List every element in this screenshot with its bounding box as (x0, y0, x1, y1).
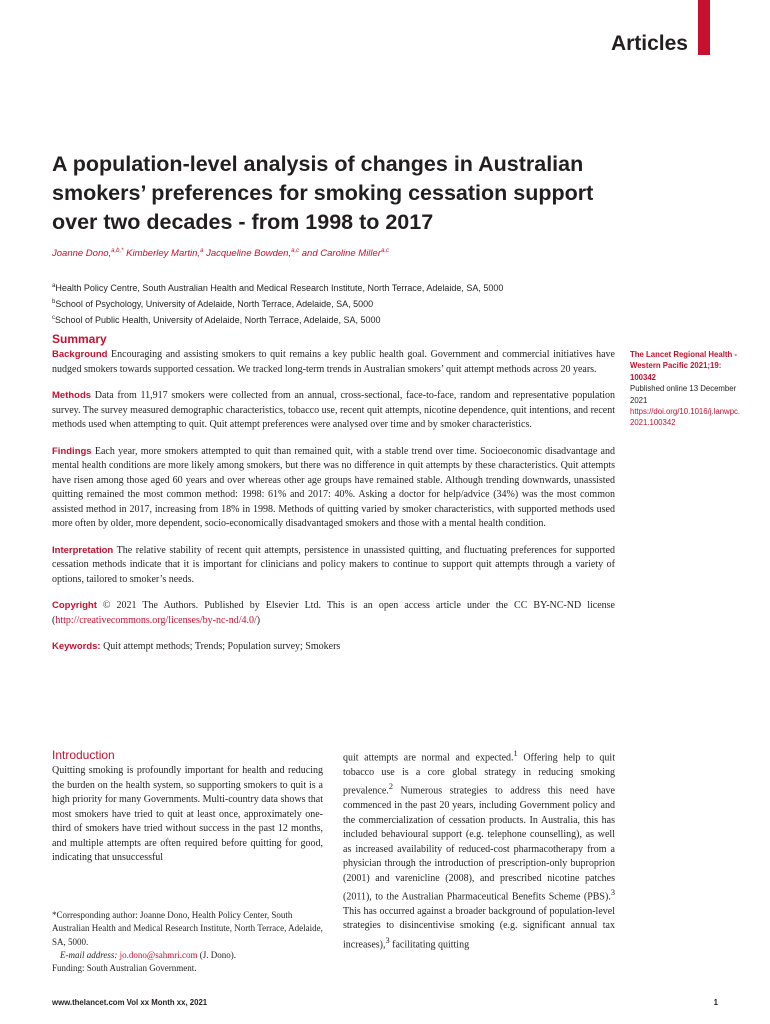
author-name[interactable]: Kimberley Martin, (126, 248, 201, 260)
author-affiliation-mark: a,c (380, 248, 389, 254)
abstract-interpretation (52, 544, 615, 588)
published-date: Published online 13 December 2021 (630, 384, 737, 405)
abstract-findings (52, 445, 615, 532)
abstract-background (52, 348, 615, 377)
accent-bar (698, 0, 710, 55)
citation-ref[interactable]: 1 (513, 749, 518, 758)
license-link[interactable]: http://creativecommons.org/licenses/by-nc-nd/4.0/ (55, 614, 257, 626)
affiliation-mark: b (52, 299, 56, 305)
body-text: Offering help to quit tobacco use is a core global strategy in reducing smoking prevalence. (343, 752, 615, 797)
summary-heading: Summary (52, 332, 107, 346)
citation-ref[interactable]: 2 (388, 782, 393, 792)
author-list (52, 248, 652, 259)
author-name[interactable]: Caroline Miller (320, 248, 381, 260)
citation-ref[interactable]: 3 (385, 935, 390, 945)
copyright-text: © 2021 The Authors. Published by Elsevier Ltd. This is an open access article under the CC BY-NC-ND license ( (52, 600, 615, 626)
email-label: E-mail address: (60, 949, 118, 960)
doi-link[interactable]: https://doi.org/10.1016/j.lanwpc.2021.100342 (630, 407, 741, 428)
methods-text: Data from 11,917 smokers were collected from an annual, cross-sectional, face-to-face, random and representative population survey. The survey measured demographic characteristics, tobacco use, recent quit attempts, nicotine dependence, quit intentions, and recent methods used when attempting to quit. Quit attempt preferences were analysed over time and by smoker characteristics. (52, 390, 615, 430)
background-label: Background (52, 349, 108, 360)
citation-ref[interactable]: 3 (610, 888, 615, 898)
interpretation-text: The relative stability of recent quit attempts, persistence in unassisted quitting, and fluctuating preferences for supported cessation methods indicate that it is important for clinicians and policy makers to continue to support quit attempts through a variety of options, tailored to smoker’s needs. (52, 544, 615, 585)
copyright-label: Copyright (52, 600, 97, 611)
body-text: Numerous strategies to address this need have commenced in the past 20 years, including Government policy and the commercialization of cessation products. In Australia, this has included behavioural support (e.g. telephone counselling), as well as increased availability of reduced-cost pharmacotherapy from a physician through the introduction of prescription-only buproprion (2001) and varenicline (2008), and prescribed nicotine patches (2011), to the Australian Pharmaceutical Benefits Scheme (PBS). (343, 785, 615, 903)
abstract-methods (52, 389, 615, 433)
email-line (52, 949, 324, 962)
abstract-copyright (52, 599, 615, 628)
author-affiliation-mark: a,c (291, 248, 300, 254)
affiliation-mark: c (52, 315, 55, 321)
body-text: This has occurred against a broader background of population-level strategies to disincentivise smoking (e.g. significant annual tax increases), (343, 905, 615, 951)
author-name[interactable]: Jacqueline Bowden, (206, 248, 292, 260)
affiliation-mark: a (52, 283, 56, 289)
keywords-text: Quit attempt methods; Trends; Population survey; Smokers (103, 641, 341, 652)
body-text: facilitating quitting (389, 939, 470, 951)
affiliation (52, 279, 652, 295)
email-suffix: (J. Dono). (199, 949, 236, 960)
intro-paragraph: Quitting smoking is profoundly important for health and reducing the burden on the health system, so supporting smokers to quit is a high priority for many Governments. Multi-country data shows that most smokers have tried to quit at least once, approximately one-third of smokers have tried without success in the past 12 months, and multiple attempts are often required before quitting for good, indicating that unsuccessful (52, 765, 323, 863)
article-title: A population-level analysis of changes in Australian smokers’ preferences for smoking cessation support over two decades - from 1998 to 2017 (52, 152, 594, 234)
introduction-heading: Introduction (52, 748, 115, 762)
copyright-text-end: ) (256, 614, 261, 626)
author-name[interactable]: Joanne Dono, (52, 248, 112, 260)
affiliation-text: School of Psychology, University of Adelaide, North Terrace, Adelaide, SA, 5000 (55, 299, 374, 309)
email-link[interactable]: jo.dono@sahmri.com (119, 949, 198, 960)
body-text: quit attempts are normal and expected. (343, 752, 514, 764)
interpretation-label: Interpretation (52, 544, 114, 556)
footer-journal: www.thelancet.com Vol xx Month xx, 2021 (52, 998, 208, 1007)
body-column-right (343, 747, 615, 953)
funding-note: Funding: South Australian Government. (52, 963, 197, 974)
author-affiliation-mark: a,b,* (111, 248, 124, 254)
abstract (52, 348, 615, 667)
findings-label: Findings (52, 445, 92, 457)
methods-label: Methods (52, 390, 92, 401)
affiliation-list (52, 279, 652, 327)
findings-text: Each year, more smokers attempted to quit than remained quit, with a stable trend over time. Socioeconomic disadvantage and mental health conditions are more likely among smokers, but there was no difference in quit attempts by these characteristics. Quit attempts have risen among those aged 60 years and over whereas other age groups have remained stable. Although trending downwards, unassisted quitting remained the most common method: 1998: 61% and 2017: 40%. Asking a doctor for help/advice (34%) was the most common assisted method in 2017, increasing from 18% in 1998. Methods of quitting varied by smoker characteristics, with supported methods used more often by older, more dependent, socio-economically disadvantaged smokers and those with a mental health condition. (52, 445, 615, 529)
author-affiliation-mark: a (200, 248, 204, 254)
journal-citation: The Lancet Regional Health - Western Pacific 2021;19: 100342 (630, 350, 738, 382)
affiliation (52, 295, 652, 311)
intro-paragraph-continued (343, 747, 615, 953)
page-number: 1 (713, 998, 718, 1007)
affiliation-text: Health Policy Centre, South Australian Health and Medical Research Institute, North Terrace, Adelaide, SA, 5000 (55, 283, 504, 293)
footnote (52, 909, 324, 975)
section-label: Articles (610, 32, 688, 55)
affiliation-text: School of Public Health, University of Adelaide, North Terrace, Adelaide, SA, 5000 (55, 315, 381, 325)
author-separator: and (299, 248, 321, 260)
affiliation (52, 311, 652, 327)
abstract-keywords (52, 640, 615, 655)
keywords-label: Keywords: (52, 641, 101, 652)
citation-sidebar (630, 349, 742, 429)
corresponding-author: *Corresponding author: Joanne Dono, Health Policy Center, South Australian Health and Medical Research Institute, North Terrace, Adelaide, SA, 5000. (52, 910, 323, 947)
body-column-left (52, 764, 323, 866)
background-text: Encouraging and assisting smokers to quit remains a key public health goal. Government and commercial initiatives have nudged smokers towards supported cessation. We tracked long-term trends in Australian smokers’ quit attempt methods across 20 years. (52, 349, 615, 375)
